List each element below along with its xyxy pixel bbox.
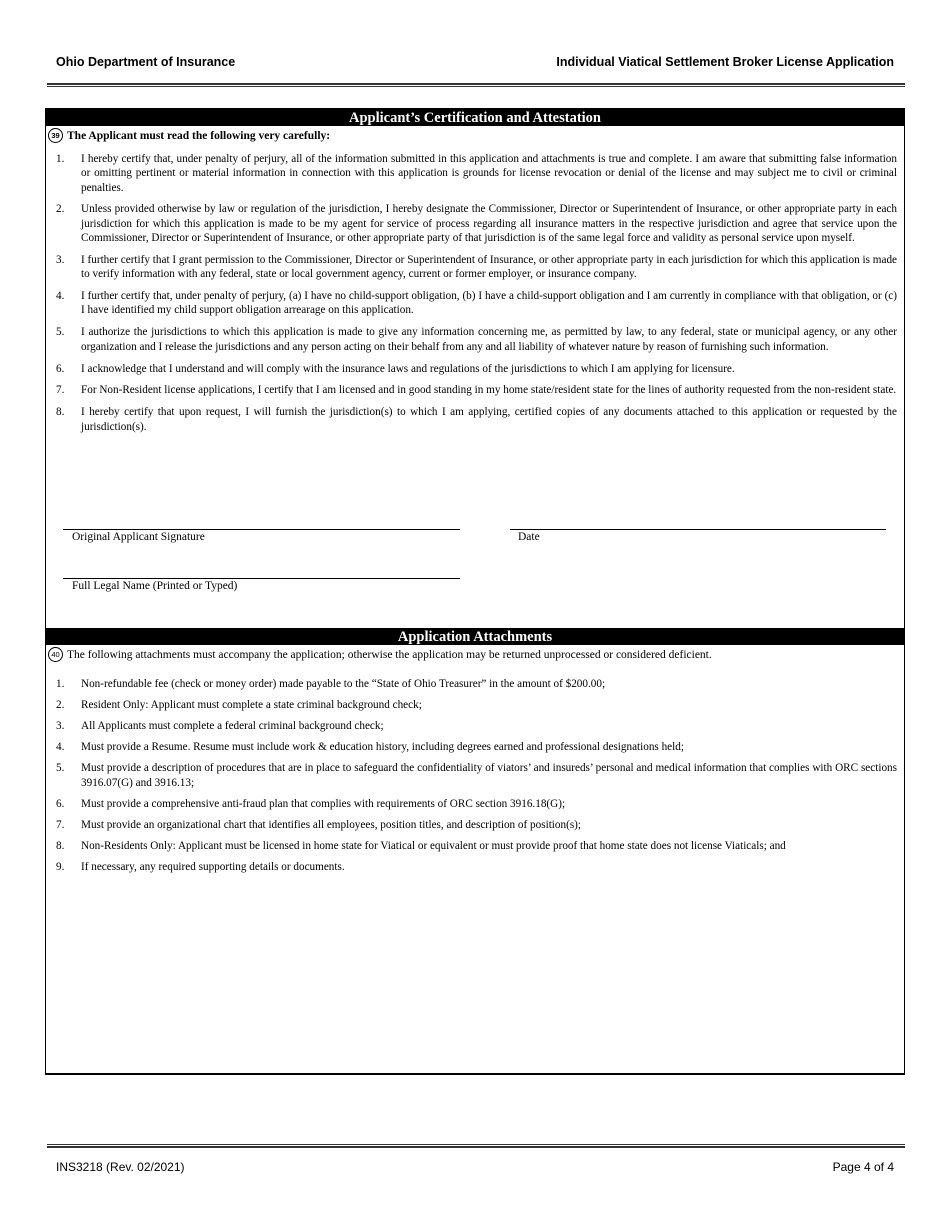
certification-item bbox=[46, 289, 897, 318]
certification-item-number: 5. bbox=[56, 326, 65, 339]
attachment-item-text: Non-Residents Only: Applicant must be licensed in home state for Viatical or equivalent or must provide proof that home state does not license Viaticals; and bbox=[81, 839, 786, 852]
attachment-item bbox=[46, 740, 897, 754]
certification-item-text: I authorize the jurisdictions to which this application is made to give any information concerning me, as permitted by law, to any federal, state or municipal agency, or any other organization and I release the jurisdictions and any person acting on their behalf from any and all liability of whatever nature by reason of furnishing such information. bbox=[81, 326, 897, 353]
attachments-section-title: Application Attachments bbox=[46, 628, 904, 645]
attachment-item-text: All Applicants must complete a federal criminal background check; bbox=[81, 720, 384, 733]
attachment-item-text: Must provide a description of procedures that are in place to safeguard the confidentiality of viators’ and insureds’ personal and medical information that complies with ORC sections 3916.07(G) and 3916.13; bbox=[81, 762, 897, 789]
certification-section-title: Applicant’s Certification and Attestation bbox=[46, 109, 904, 126]
attachment-item bbox=[46, 761, 897, 790]
certification-item-number: 4. bbox=[56, 290, 65, 303]
attachment-item bbox=[46, 839, 897, 853]
attachments-intro bbox=[48, 648, 898, 663]
date-line[interactable] bbox=[510, 529, 886, 530]
attachment-item-number: 4. bbox=[56, 741, 65, 754]
certification-item bbox=[46, 253, 897, 282]
attachment-item-number: 9. bbox=[56, 861, 65, 874]
date-label: Date bbox=[518, 531, 540, 543]
attachment-item-number: 8. bbox=[56, 839, 65, 852]
certification-item bbox=[46, 325, 897, 354]
attachment-item-number: 2. bbox=[56, 699, 65, 712]
header-form-title: Individual Viatical Settlement Broker License Application bbox=[556, 55, 894, 69]
signature-label: Original Applicant Signature bbox=[72, 531, 205, 543]
attachment-item-text: Must provide an organizational chart that identifies all employees, position titles, and description of position(s); bbox=[81, 818, 582, 831]
certification-item-text: For Non-Resident license applications, I certify that I am licensed and in good standing in my home state/resident state for the lines of authority requested from the non-resident state. bbox=[81, 384, 897, 397]
full-name-label: Full Legal Name (Printed or Typed) bbox=[72, 580, 238, 592]
item-marker-39: 39 bbox=[48, 128, 63, 143]
certification-item-text: I further certify that I grant permission to the Commissioner, Director or Superintendent of Insurance, or other appropriate party in each jurisdiction for which this application is made to verify information with any federal, state or local government agency, current or former employer, or insurance company. bbox=[81, 253, 897, 281]
certification-item-number: 8. bbox=[56, 406, 65, 419]
certification-item-number: 1. bbox=[56, 153, 65, 165]
attachment-item bbox=[46, 860, 897, 874]
certification-intro bbox=[48, 129, 898, 144]
attachment-item-text: Resident Only: Applicant must complete a state criminal background check; bbox=[81, 699, 422, 712]
certification-intro-text: The Applicant must read the following very carefully: bbox=[67, 130, 331, 143]
certification-item bbox=[46, 405, 897, 434]
attachment-item-text: If necessary, any required supporting details or documents. bbox=[81, 861, 345, 874]
attachment-item bbox=[46, 719, 897, 733]
attachments-list bbox=[46, 677, 897, 881]
certification-item-number: 6. bbox=[56, 362, 65, 375]
certification-item-number: 7. bbox=[56, 384, 65, 397]
certification-item-text: Unless provided otherwise by law or regulation of the jurisdiction, I hereby designate the Commissioner, Director or Superintendent of Insurance, or other appropriate party in each jurisdiction for which this application is made to be my agent for service of process regarding all insurance matters in the respective jurisdiction and agree that service upon the Commissioner, Director or Superintendent of Insurance, or other appropriate party of that jurisdiction is of the same legal force and validity as personal service upon myself. bbox=[81, 203, 897, 245]
header-agency: Ohio Department of Insurance bbox=[56, 55, 236, 69]
certification-item-text: I hereby certify that upon request, I will furnish the jurisdiction(s) to which I am applying, certified copies of any documents attached to this application or requested by the jurisdiction(s). bbox=[81, 406, 897, 433]
attachment-item-number: 5. bbox=[56, 762, 65, 775]
certification-item-text: I acknowledge that I understand and will comply with the insurance laws and regulations of the jurisdictions to which I am applying for licensure. bbox=[81, 362, 735, 375]
attachment-item bbox=[46, 698, 897, 712]
certification-item-text: I hereby certify that, under penalty of perjury, all of the information submitted in this application and attachments is true and complete. I am aware that submitting false information or omitting pertinent or material information in connection with this application is grounds for license revocation or denial of the license and may subject me to civil or criminal penalties. bbox=[81, 153, 897, 194]
form-frame bbox=[45, 108, 905, 1075]
certification-item-number: 2. bbox=[56, 203, 65, 216]
header-rule bbox=[47, 83, 905, 87]
attachment-item bbox=[46, 677, 897, 691]
attachments-intro-text: The following attachments must accompany the application; otherwise the application may be returned unprocessed or considered deficient. bbox=[67, 649, 712, 662]
attachment-item bbox=[46, 797, 897, 811]
certification-item-text: I further certify that, under penalty of perjury, (a) I have no child-support obligation, (b) I have a child-support obligation and I am currently in compliance with that obligation, or (c) I have identified my child support obligation arrearage on this application. bbox=[81, 290, 897, 317]
certification-item bbox=[46, 383, 897, 397]
attachment-item-number: 1. bbox=[56, 678, 65, 690]
attachment-item-number: 7. bbox=[56, 818, 65, 831]
footer-form-number: INS3218 (Rev. 02/2021) bbox=[56, 1160, 185, 1174]
certification-item bbox=[46, 202, 897, 245]
footer-rule bbox=[47, 1144, 905, 1148]
signature-line[interactable] bbox=[63, 529, 460, 530]
certification-list bbox=[46, 152, 897, 442]
footer-page-number: Page 4 of 4 bbox=[832, 1160, 894, 1174]
certification-item bbox=[46, 152, 897, 195]
certification-item-number: 3. bbox=[56, 253, 65, 266]
attachment-item-number: 6. bbox=[56, 797, 65, 810]
attachment-item bbox=[46, 818, 897, 832]
attachment-item-text: Must provide a comprehensive anti-fraud plan that complies with requirements of ORC section 3916.18(G); bbox=[81, 797, 566, 810]
full-name-line[interactable] bbox=[63, 578, 460, 579]
item-marker-40: 40 bbox=[48, 647, 63, 662]
certification-item bbox=[46, 362, 897, 376]
attachment-item-number: 3. bbox=[56, 720, 65, 733]
attachment-item-text: Non-refundable fee (check or money order) made payable to the “State of Ohio Treasurer” in the amount of $200.00; bbox=[81, 678, 606, 690]
attachment-item-text: Must provide a Resume. Resume must include work & education history, including degrees earned and professional designations held; bbox=[81, 741, 684, 754]
